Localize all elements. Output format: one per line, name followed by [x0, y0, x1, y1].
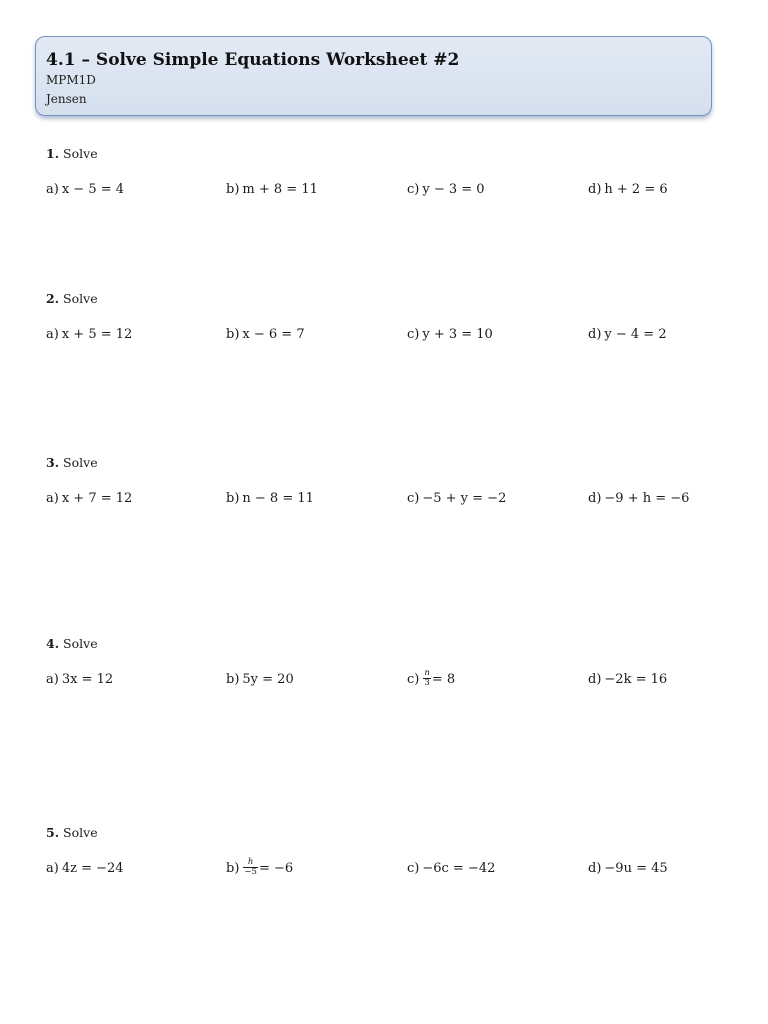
equation: 3x = 12 — [61, 672, 114, 687]
equation: y − 4 = 2 — [604, 327, 667, 342]
part-c — [407, 670, 455, 690]
equation: y − 3 = 0 — [422, 182, 485, 197]
part-c — [407, 859, 495, 879]
part-a — [46, 325, 132, 345]
equation: −5 + y = −2 — [422, 491, 507, 506]
equation: −2k = 16 — [604, 672, 668, 687]
question-heading — [46, 825, 746, 841]
part-d — [588, 489, 689, 509]
fraction-denominator: 3 — [424, 678, 430, 688]
part-label: b) — [226, 491, 240, 506]
question-parts-row — [46, 859, 746, 881]
question-parts-row — [46, 670, 746, 692]
part-d — [588, 180, 668, 200]
part-label: a) — [46, 327, 59, 342]
teacher-name: Jensen — [46, 92, 87, 106]
part-label: b) — [226, 672, 240, 687]
part-label: a) — [46, 672, 59, 687]
question-parts-row — [46, 489, 746, 511]
question-heading — [46, 636, 746, 652]
worksheet-title: 4.1 – Solve Simple Equations Worksheet #2 — [46, 50, 460, 70]
part-b — [226, 180, 318, 200]
part-label: c) — [407, 861, 420, 876]
fraction-denominator: −5 — [244, 867, 257, 877]
equation: −9 + h = −6 — [604, 491, 690, 506]
part-label: c) — [407, 491, 420, 506]
part-label: b) — [226, 861, 240, 876]
course-code: MPM1D — [46, 73, 96, 87]
part-b — [226, 670, 294, 690]
part-label: b) — [226, 327, 240, 342]
question-parts-row — [46, 180, 746, 202]
part-c — [407, 325, 493, 345]
part-label: a) — [46, 861, 59, 876]
equation: x − 5 = 4 — [61, 182, 125, 197]
part-b — [226, 325, 305, 345]
part-label: d) — [588, 327, 602, 342]
equation: x + 5 = 12 — [61, 327, 133, 342]
fraction-numerator: n — [424, 668, 430, 678]
part-label: d) — [588, 491, 602, 506]
question-number: 1. — [46, 146, 60, 161]
part-label: c) — [407, 327, 420, 342]
question-number: 4. — [46, 636, 60, 651]
worksheet-header — [35, 36, 712, 116]
equation: x − 6 = 7 — [242, 327, 305, 342]
part-label: a) — [46, 182, 59, 197]
question-parts-row — [46, 325, 746, 347]
question-heading — [46, 146, 746, 162]
part-label: b) — [226, 182, 240, 197]
question-prompt: Solve — [63, 146, 98, 161]
question-5 — [46, 825, 746, 881]
equation: h + 2 = 6 — [604, 182, 668, 197]
equation: −6c = −42 — [422, 861, 496, 876]
part-a — [46, 670, 113, 690]
question-prompt: Solve — [63, 825, 98, 840]
question-number: 2. — [46, 291, 60, 306]
equation: x + 7 = 12 — [61, 491, 133, 506]
question-heading — [46, 291, 746, 307]
part-label: c) — [407, 182, 420, 197]
part-label: d) — [588, 672, 602, 687]
part-b — [226, 859, 293, 879]
part-a — [46, 859, 124, 879]
question-3 — [46, 455, 746, 511]
part-b — [226, 489, 314, 509]
fraction — [423, 669, 430, 688]
question-number: 3. — [46, 455, 60, 470]
equation: y + 3 = 10 — [422, 327, 493, 342]
part-a — [46, 180, 124, 200]
part-label: d) — [588, 861, 602, 876]
part-label: a) — [46, 491, 59, 506]
part-a — [46, 489, 132, 509]
part-c — [407, 180, 485, 200]
equation: 5y = 20 — [242, 672, 294, 687]
question-4 — [46, 636, 746, 692]
equation-rest: = 8 — [431, 672, 456, 687]
part-c — [407, 489, 506, 509]
part-d — [588, 325, 667, 345]
part-label: c) — [407, 672, 420, 687]
question-2 — [46, 291, 746, 347]
fraction-numerator: h — [247, 857, 254, 867]
question-1 — [46, 146, 746, 202]
part-d — [588, 670, 667, 690]
question-prompt: Solve — [63, 291, 98, 306]
question-number: 5. — [46, 825, 60, 840]
question-prompt: Solve — [63, 636, 98, 651]
equation-rest: = −6 — [258, 861, 294, 876]
equation: n − 8 = 11 — [242, 491, 314, 506]
equation: 4z = −24 — [61, 861, 124, 876]
question-prompt: Solve — [63, 455, 98, 470]
part-label: d) — [588, 182, 602, 197]
question-heading — [46, 455, 746, 471]
fraction — [243, 858, 258, 877]
part-d — [588, 859, 668, 879]
equation: m + 8 = 11 — [242, 182, 318, 197]
equation: −9u = 45 — [604, 861, 668, 876]
